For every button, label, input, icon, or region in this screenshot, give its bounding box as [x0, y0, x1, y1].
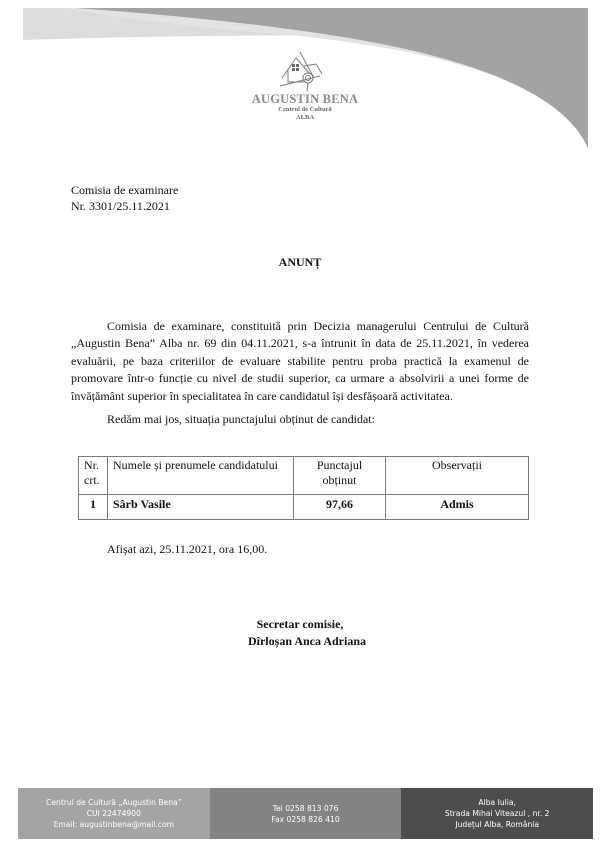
document-title: ANUNȚ — [278, 255, 322, 269]
footer-org-name: Centrul de Cultură „Augustin Bena” — [46, 798, 182, 807]
registration-number: Nr. 3301/25.11.2021 — [71, 199, 170, 213]
footer-contact-info — [210, 788, 402, 839]
cell-candidate-name: Sârb Vasile — [108, 495, 294, 520]
house-music-note-logo-icon — [270, 48, 340, 92]
organization-logo — [240, 48, 370, 122]
organization-city: ALBA — [295, 114, 315, 121]
header-score: Punctajul obținut — [294, 457, 386, 495]
table-row — [79, 495, 529, 520]
footer-phone: Tel 0258 813 076 — [272, 803, 339, 813]
table-intro-line: Redăm mai jos, situația punctajului obținut de candidat: — [107, 412, 375, 426]
results-table — [78, 456, 529, 520]
signatory-role: Secretar comisie, — [256, 617, 344, 631]
footer-organization-info — [18, 788, 210, 839]
header-nr-crt: Nr. crt. — [79, 457, 108, 495]
letterhead-footer — [18, 788, 593, 839]
header-candidate-name: Numele și prenumele candidatului — [108, 457, 294, 495]
table-header-row — [79, 457, 529, 495]
cell-nr: 1 — [79, 495, 108, 520]
footer-county: Județul Alba, România — [455, 820, 540, 829]
body-paragraph: Comisia de examinare, constituită prin Decizia managerului Centrului de Cultură „Augustin Bena” Alba nr. 69 din 04.11.2021, s-a întrunit în data de 25.11.2021, în vederea evaluării, pe baza criteriilor de evaluare stabilite pentru proba practică la examenul de promovare într-o funcție cu nivel de studii superior, ca urmare a absolvirii a unei forme de învățământ superior în specialitatea în care candidatul își desfășoară activitatea. — [71, 319, 529, 403]
organization-subtitle: Centrul de Cultură — [278, 106, 332, 113]
footer-cui: CUI 22474900 — [86, 809, 141, 818]
footer-city: Alba Iulia, — [478, 798, 516, 807]
committee-label: Comisia de examinare — [71, 183, 179, 197]
cell-score: 97,66 — [294, 495, 386, 520]
document-reference — [71, 182, 178, 214]
footer-email: Email: augustinbena@mail.com — [53, 820, 175, 829]
footer-fax: Fax 0258 826 410 — [271, 814, 340, 824]
posted-date-line: Afișat azi, 25.11.2021, ora 16,00. — [107, 542, 268, 556]
signatory-name: Dîrloșan Anca Adriana — [247, 634, 367, 648]
header-observations: Observații — [386, 457, 529, 495]
organization-name: AUGUSTIN BENA — [251, 92, 359, 106]
cell-result: Admis — [386, 495, 529, 520]
footer-address — [401, 788, 593, 839]
footer-street: Strada Mihai Viteazul , nr. 2 — [444, 809, 550, 818]
signature-block — [0, 616, 600, 650]
